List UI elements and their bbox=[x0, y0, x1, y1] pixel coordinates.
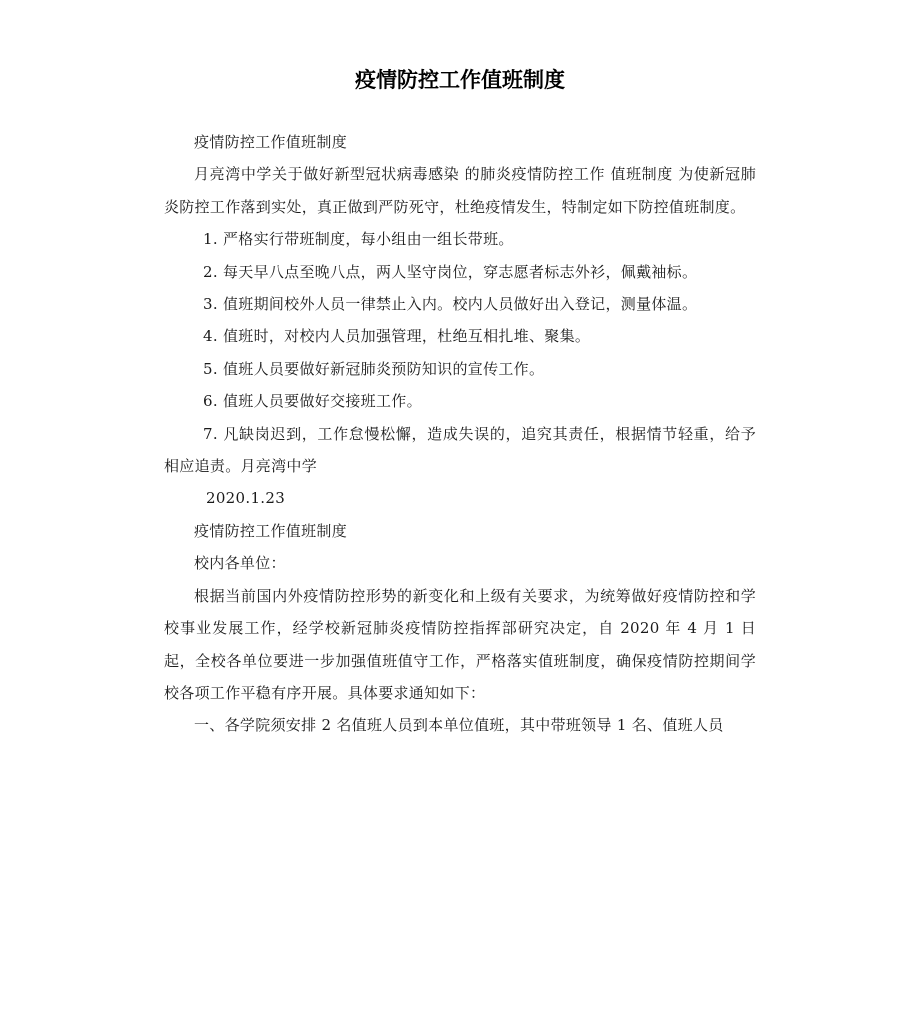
paragraph-salutation: 校内各单位： bbox=[194, 554, 286, 573]
list-item: 4. 值班时，对校内人员加强管理，杜绝互相扎堆、聚集。 bbox=[203, 327, 591, 346]
paragraph-body: 一、各学院须安排 2 名值班人员到本单位值班，其中带班领导 1 名、值班人员 bbox=[194, 716, 724, 735]
document-title: 疫情防控工作值班制度 bbox=[355, 68, 565, 92]
list-item: 5. 值班人员要做好新冠肺炎预防知识的宣传工作。 bbox=[203, 359, 545, 378]
document-date: 2020.1.23 bbox=[206, 489, 286, 508]
list-item: 7. 凡缺岗迟到，工作怠慢松懈，造成失误的，追究其责任，根据情节轻重，给予相应追责。月亮湾中学 bbox=[164, 424, 756, 476]
paragraph-heading: 疫情防控工作值班制度 bbox=[194, 521, 348, 540]
list-item: 3. 值班期间校外人员一律禁止入内。校内人员做好出入登记，测量体温。 bbox=[203, 295, 698, 314]
document-body bbox=[164, 126, 756, 742]
list-item: 2. 每天早八点至晚八点，两人坚守岗位，穿志愿者标志外衫，佩戴袖标。 bbox=[203, 262, 698, 281]
paragraph-body: 根据当前国内外疫情防控形势的新变化和上级有关要求，为统筹做好疫情防控和学校事业发展工作，经学校新冠肺炎疫情防控指挥部研究决定，自 2020 年 4 月 1 日起，全校各单位要进一步加强值班值守工作，严格落实值班制度，确保疫情防控期间学校各项工作平稳有序开展。具体要求通知如下： bbox=[164, 586, 756, 702]
list-item: 6. 值班人员要做好交接班工作。 bbox=[203, 392, 422, 411]
list-item: 1. 严格实行带班制度，每小组由一组长带班。 bbox=[203, 230, 514, 249]
paragraph-heading: 疫情防控工作值班制度 bbox=[194, 133, 348, 151]
paragraph-intro: 月亮湾中学关于做好新型冠状病毒感染 的肺炎疫情防控工作 值班制度 为使新冠肺炎防控工作落到实处，真正做到严防死守，杜绝疫情发生，特制定如下防控值班制度。 bbox=[164, 165, 756, 216]
